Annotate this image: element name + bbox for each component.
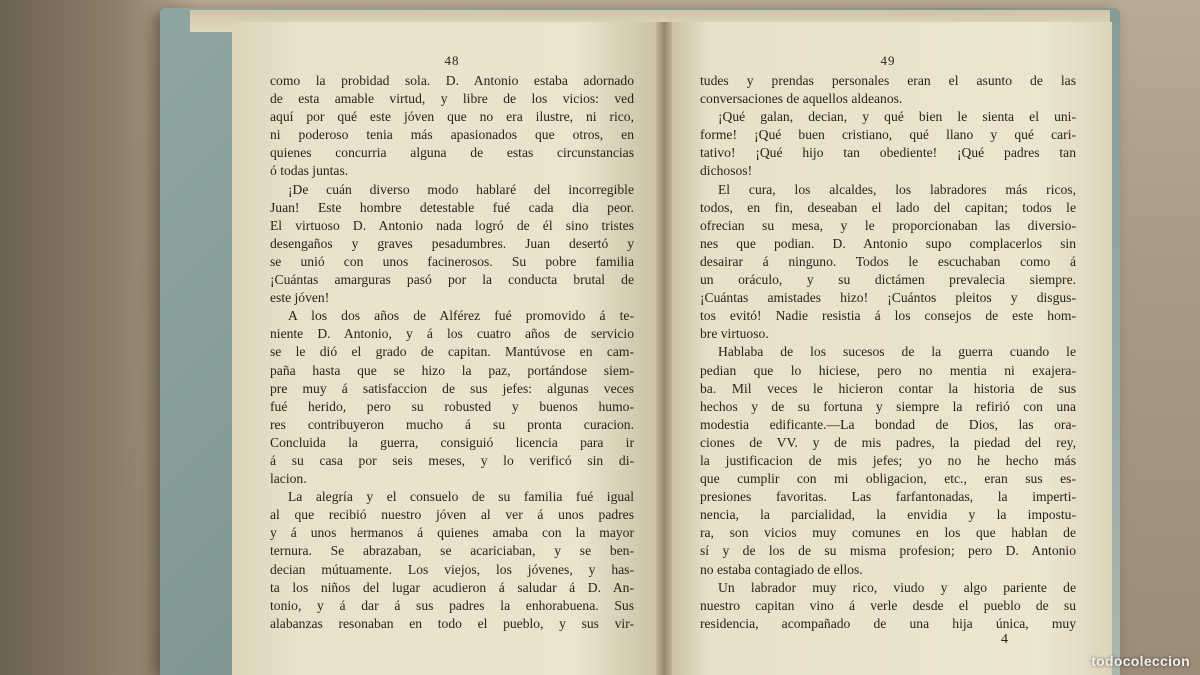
text-line: El cura, los alcaldes, los labradores más ricos, (718, 181, 1076, 197)
text-line: decian mútuamente. Los viejos, los jóvenes, y has- (270, 561, 634, 577)
text-line: sí y de los de su misma profesion; pero D. Antonio (700, 543, 1076, 559)
text-line: ciones de VV. y de mis padres, la piedad del rey, (700, 434, 1076, 450)
text-line: aquí por qué este jóven que no era ilustre, ni rico, (270, 109, 634, 125)
text-line: A los dos años de Alférez fué promovido á te- (288, 308, 634, 324)
page-number: 48 (444, 53, 460, 68)
text-line: á su casa por seis meses, y lo verificó sin di- (270, 452, 634, 468)
text-line: este jóven! (270, 290, 330, 306)
text-line: ba. Mil veces le hicieron contar la historia de sus (700, 380, 1076, 396)
text-line: al que recibió nuestro jóven al ver á unos padres (270, 507, 634, 523)
text-line: nes que podian. D. Antonio supo complacerlos sin (700, 235, 1076, 251)
text-line: tonio, y á dar á sus padres la enhorabuena. Sus (270, 597, 634, 613)
text-line: la justificacion de mis jefes; yo no he hecho más (700, 452, 1076, 468)
text-line: conversaciones de aquellos aldeanos. (700, 91, 903, 107)
text-line: forme! ¡Qué buen cristiano, qué llano y qué cari- (700, 127, 1076, 143)
book-gutter (656, 22, 672, 675)
text-line: residencia, acompañado de una hija única, muy (700, 615, 1076, 631)
text-line: tos evitó! Nadie resistia á los consejos de este hom- (700, 308, 1076, 324)
text-line: Hablaba de los sucesos de la guerra cuando le (718, 344, 1076, 360)
text-line: como la probidad sola. D. Antonio estaba adornado (270, 73, 634, 88)
text-line: Juan! Este hombre detestable fué cada dia peor. (270, 199, 634, 215)
text-line: ra, son vicios muy comunes en los que hablan de (700, 525, 1076, 541)
text-line: quienes concurria alguna de estas circunstancias (270, 145, 634, 161)
signature-mark: 4 (1001, 632, 1008, 647)
text-line: pre muy á satisfaccion de sus jefes: algunas veces (270, 380, 634, 396)
text-line: hechos y de su fortuna y siempre la refirió con una (700, 398, 1076, 414)
text-line: de esta amable virtud, y libre de los vicios: ved (270, 91, 634, 107)
text-line: La alegría y el consuelo de su familia fué igual (288, 489, 634, 505)
text-line: desairar á ninguno. Todos le escuchaban como á (700, 253, 1076, 269)
text-line: ¡De cuán diverso modo hablaré del incorregible (288, 181, 634, 197)
text-line: nuestro capitan vino á verle desde el pueblo de su (700, 597, 1076, 613)
text-line: se unió con unos facinerosos. Su pobre familia (270, 253, 634, 269)
text-line: ó todas juntas. (270, 163, 349, 179)
text-line: no estaba contagiado de ellos. (700, 561, 863, 577)
text-line: ¡Qué galan, decian, y qué bien le sienta el uni- (718, 109, 1076, 125)
text-line: y á unos hermanos á quienes amaba con la mayor (270, 525, 634, 541)
text-line: todos, en fin, deseaban el lado del capitan; todos le (700, 199, 1076, 215)
text-line: ni poderoso tenia más apasionados que otros, en (270, 127, 634, 143)
text-line: Concluida la guerra, consiguió licencia para ir (270, 434, 634, 450)
text-line: nencia, la parcialidad, la envidia y la impostu- (700, 507, 1076, 523)
text-line: niente D. Antonio, y á los cuatro años de servicio (270, 326, 634, 342)
text-line: res contribuyeron mucho á su pronta curacion. (270, 416, 634, 432)
text-line: Un labrador muy rico, viudo y algo pariente de (718, 579, 1076, 595)
text-line: ofrecian su mesa, y le proporcionaban las diversio- (700, 217, 1076, 233)
text-line: desengaños y graves pesadumbres. Juan desertó y (270, 235, 634, 251)
right-page (664, 22, 1112, 675)
text-line: se le dió el grado de capitan. Mantúvose en cam- (270, 344, 634, 360)
text-line: ¡Cuántas amistades hizo! ¡Cuántos pleitos y disgus- (700, 290, 1076, 306)
text-line: pedian que lo hiciese, pero no mentia ni exajera- (700, 362, 1076, 378)
page-text (700, 72, 1076, 633)
text-line: ternura. Se abrazaban, se acariciaban, y se ben- (270, 543, 634, 559)
text-line: tativo! ¡Qué hijo tan obediente! ¡Qué padres tan (700, 145, 1076, 161)
text-line: paña hasta que se hizo la paz, portándose siem- (270, 362, 634, 378)
watermark: todocoleccion (1091, 653, 1190, 669)
text-line: un oráculo, y su dictámen prevalecia siempre. (700, 272, 1076, 288)
text-line: alabanzas resonaban en todo el pueblo, y sus vir- (270, 615, 634, 631)
page-number: 49 (880, 53, 896, 68)
text-line: ¡Cuántas amarguras pasó por la conducta brutal de (270, 272, 634, 288)
text-line: bre virtuoso. (700, 326, 769, 342)
text-line: lacion. (270, 471, 307, 487)
text-line: modestia edificante.—La bondad de Dios, las ora- (700, 416, 1076, 432)
text-line: dichosos! (700, 163, 753, 179)
text-line: fué herido, pero su robusted y buenos humo- (270, 398, 634, 414)
text-line: que cumplir con mi obligacion, etc., eran sus es- (700, 471, 1076, 487)
text-line: tudes y prendas personales eran el asunto de las (700, 73, 1076, 88)
text-line: El virtuoso D. Antonio nada logró de él sino tristes (270, 217, 634, 233)
left-page (232, 22, 664, 675)
page-text (270, 72, 634, 633)
text-line: ta los niños del lugar acudieron á saludar á D. An- (270, 579, 634, 595)
text-line: presiones favoritas. Las farfantonadas, la imperti- (700, 489, 1076, 505)
